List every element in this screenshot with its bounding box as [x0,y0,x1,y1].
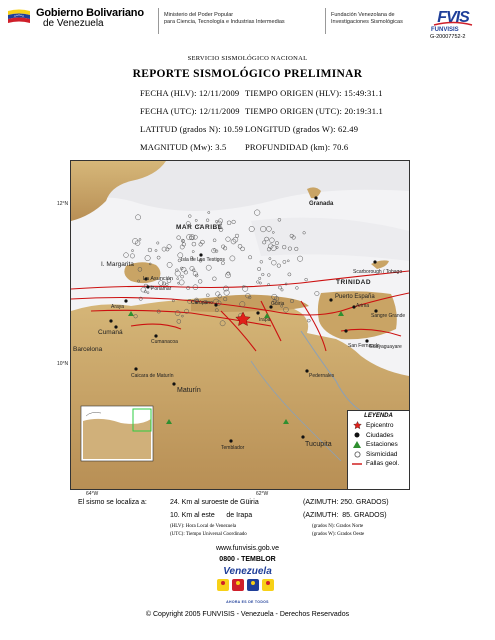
legend-label-epicentro: Epicentro [366,422,394,430]
row-magnitud [140,142,226,152]
latitud-label: LATITUD (grados N): [140,124,221,134]
gov-flag-logo [6,8,32,26]
row-tiempo-hlv [245,88,383,98]
website-link[interactable]: www.funvisis.gob.ve [215,545,280,552]
lat-10-label: 10°N [57,361,69,367]
gov-title-line2: de Venezuela [43,18,104,29]
lon-62-label: 62°W [256,491,269,497]
place-arima: Arima [356,303,370,309]
place-sangre-grande: Sangre Grande [371,313,406,319]
tiempo-hlv-value: 15:49:31.1 [344,88,383,98]
place-caicara: Caicara de Maturín [131,373,174,379]
row-profundidad [245,142,348,152]
triangle-icon [351,441,363,448]
fecha-utc-label: FECHA (UTC): [140,106,197,116]
legend-item-fallas [348,459,409,469]
place-cumanacoa: Cumanacoa [151,339,178,345]
location-line1-azimuth: (AZIMUTH: 250. GRADOS) [303,499,389,506]
sea-label: MAR CARIBE [176,224,223,231]
place-araya: Araya [111,304,125,310]
legend-title: LEYENDA [364,413,393,419]
star-icon [351,421,363,430]
tiempo-hlv-label: TIEMPO ORIGEN (HLV): [245,88,342,98]
venezuela-figures [205,577,290,595]
funvisis-label: FUNVISIS [431,27,459,33]
place-los-testigos: Isla de Los Testigos [181,257,225,263]
legend-label-ciudades: Ciudades [366,431,394,439]
tiempo-utc-value: 20:19:31.1 [344,106,383,116]
legend-item-estaciones [348,440,409,450]
latitud-value: 10.59 [223,124,244,134]
place-pedernales: Pedernales [309,373,335,379]
note-hlv: (HLV): Hora Local de Venezuela [170,524,237,529]
copyright: © Copyright 2005 FUNVISIS - Venezuela - Derechos Reservados [145,611,350,618]
fecha-utc-value: 12/11/2009 [199,106,240,116]
location-line2: 10. Km al este de Irapa [170,512,253,519]
profundidad-label: PROFUNDIDAD (km): [245,142,331,152]
place-margarita: I. Margarita [101,261,134,268]
gov-title-line1: Gobierno Bolivariano [36,7,144,19]
row-fecha-utc [140,106,240,116]
magnitud-value: 3.5 [215,142,227,152]
foundation-line1: Fundación Venezolana de [331,12,395,18]
venezuela-slogan: AHORA ES DE TODOS [226,600,269,604]
fecha-hlv-value: 12/11/2009 [198,88,240,98]
legend-label-sismicidad: Sismicidad [366,450,398,458]
lat-12-label: 12°N [57,201,69,207]
row-latitud [140,124,243,134]
venezuela-logo-text: Venezuela [223,566,272,577]
location-line1: 24. Km al suroeste de Güiria [170,499,259,506]
trinidad-label: TRINIDAD [336,279,372,286]
report-title: REPORTE SISMOLÓGICO PRELIMINAR [132,68,363,80]
dot-icon [351,432,363,438]
note-grados-n: (grados N): Grados Norte [312,524,364,529]
service-name: SERVICIO SISMOLÓGICO NACIONAL [187,55,308,62]
legend-item-ciudades [348,431,409,441]
header-divider-1 [158,8,159,34]
location-line2-azimuth: (AZIMUTH: 85. GRADOS) [303,512,387,519]
longitud-value: 62.49 [338,124,359,134]
venezuela-logo [205,566,290,602]
svg-text:FVIS: FVIS [437,9,469,26]
profundidad-value: 70.6 [332,142,349,152]
legend-item-epicentro [348,421,409,431]
place-barcelona: Barcelona [73,346,103,353]
foundation-line2: Investigaciones Sismológicas [331,19,403,25]
place-granada: Granada [309,201,334,207]
place-san-fernando: San Fernando [348,343,380,349]
note-grados-w: (grados W): Grados Oeste [312,532,365,537]
place-tucupita: Tucupita [305,441,332,448]
lon-64-label: 64°W [86,491,99,497]
location-intro: El sismo se localiza a: [78,499,147,506]
line-icon [351,462,363,466]
place-irapa: Irapa [259,317,271,323]
ministry-line2: para Ciencia, Tecnología e Industrias Intermedias [164,19,285,25]
longitud-label: LONGITUD (grados W): [245,124,336,134]
ministry-line1: Ministerio del Poder Popular [164,12,234,18]
fecha-hlv-label: FECHA (HLV): [140,88,197,98]
place-la-asuncion: La Asunción [143,276,173,282]
map-legend [347,410,410,490]
note-utc: (UTC): Tiempo Universal Coordinado [170,532,247,537]
row-tiempo-utc [245,106,383,116]
funvisis-rif: G-20007752-2 [430,34,466,40]
row-fecha-hlv [140,88,239,98]
place-tobago: Scarborough / Tobago [353,269,403,275]
legend-label-fallas: Fallas geol. [366,460,400,468]
legend-label-estaciones: Estaciones [366,441,398,449]
place-cumana: Cumaná [98,329,123,336]
place-porlamar: Porlamar [151,286,172,292]
magnitud-label: MAGNITUD (Mw): [140,142,213,152]
circle-icon [351,451,363,458]
place-carupano: Carúpano [191,300,213,306]
header-divider-2 [325,8,326,34]
tiempo-utc-label: TIEMPO ORIGEN (UTC): [245,106,343,116]
place-guayaguayare: Guayaguayare [369,344,402,350]
phone-number: 0800 - TEMBLOR [219,556,276,563]
legend-item-sismicidad [348,450,409,460]
place-maturin: Maturín [177,387,201,394]
row-longitud [245,124,358,134]
place-puerto-espana: Puerto España [335,294,375,300]
place-temblador: Temblador [221,445,245,451]
place-guiria: Güiria [271,301,285,307]
